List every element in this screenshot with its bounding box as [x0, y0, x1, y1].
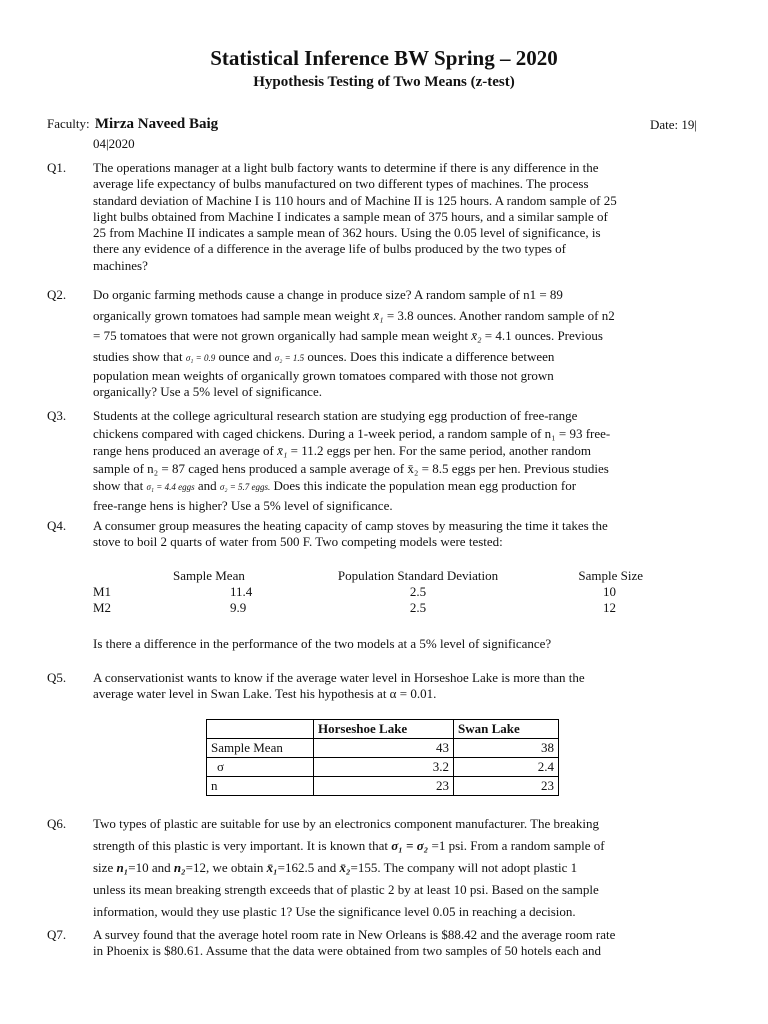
- lake-table: [206, 719, 559, 796]
- q2-line: studies show that σ₁ = 0.9 ounce and σ₂ = 1.5 ounces. Does this indicate a difference between: [93, 348, 555, 364]
- column-header: Sample Size: [578, 568, 643, 583]
- q1-line: light bulbs obtained from Machine I indicates a sample mean of 375 hours, and a similar sample of: [93, 208, 608, 224]
- sigma-1-value: σ₁ = 4.4 eggs: [146, 482, 195, 493]
- question-4: [47, 518, 717, 551]
- q1-line: 25 from Machine II indicates a sample mean of 362 hours. Using the 0.05 level of significance, is: [93, 225, 601, 241]
- q7-line: in Phoenix is $80.61. Assume that the data were obtained from two samples of 50 hotels each and: [93, 943, 601, 959]
- q6-line: strength of this plastic is very important. It is known that σ₁ = σ₂ =1 psi. From a random sample of: [93, 838, 605, 853]
- column-header: Horseshoe Lake: [314, 720, 454, 739]
- q3-line: Students at the college agricultural research station are studying egg production of free-range: [93, 408, 578, 423]
- q2-line: = 75 tomatoes that were not grown organically had sample mean weight x̄₂ = 4.1 ounces. Previous: [93, 328, 603, 343]
- question-number: Q3.: [47, 408, 67, 423]
- q3-line: free-range hens is higher? Use a 5% level of significance.: [93, 497, 393, 513]
- faculty-label: Faculty:: [47, 116, 90, 131]
- question-number: Q1.: [47, 160, 67, 175]
- document-title: Statistical Inference BW Spring – 2020: [210, 46, 558, 70]
- question-7: [47, 927, 717, 960]
- table-row: M2 9.9 2.5 12: [93, 600, 616, 615]
- question-6: [47, 813, 717, 923]
- q7-line: A survey found that the average hotel room rate in New Orleans is $88.42 and the average room rate: [93, 927, 616, 942]
- x-bar-2-symbol: x̄₂: [339, 860, 351, 875]
- x-bar-2-symbol: x̄₂: [471, 328, 482, 343]
- faculty-name: Mirza Naveed Baig: [94, 116, 219, 132]
- stove-table: [93, 568, 643, 616]
- question-number: Q5.: [47, 670, 67, 685]
- question-number: Q6.: [47, 816, 67, 831]
- column-header: Population Standard Deviation: [337, 568, 499, 583]
- question-number: Q4.: [47, 518, 67, 533]
- q6-line: information, would they use plastic 1? Use the significance level 0.05 in reaching a decision.: [93, 904, 576, 919]
- q1-line: average life expectancy of bulbs manufactured on two different types of machines. The process: [93, 176, 589, 192]
- document-subtitle: Hypothesis Testing of Two Means (z-test): [253, 74, 515, 90]
- q5-line: A conservationist wants to know if the average water level in Horseshoe Lake is more than the: [93, 670, 585, 685]
- q4-question: Is there a difference in the performance of the two models at a 5% level of significance?: [93, 636, 552, 651]
- q2-line: organically? Use a 5% level of significance.: [93, 384, 322, 399]
- q6-line: unless its mean breaking strength exceeds that of plastic 2 by at least 10 psi. Based on the sample: [93, 882, 599, 897]
- q5-line: average water level in Swan Lake. Test his hypothesis at α = 0.01.: [93, 686, 437, 702]
- table-header-row: [207, 720, 559, 739]
- question-3: [47, 407, 717, 515]
- x-bar-1-symbol: x̄₁: [373, 307, 384, 323]
- q1-line: there any evidence of a difference in the average life of bulbs produced by the two types of: [93, 241, 566, 257]
- question-1: [47, 160, 717, 274]
- question-2: [47, 285, 717, 400]
- q2-line: organically grown tomatoes had sample mean weight x̄₁ = 3.8 ounces. Another random sample of n2: [93, 307, 615, 323]
- question-number: Q7.: [47, 927, 67, 942]
- table-header-row: [93, 568, 643, 584]
- sigma-1-value: σ₁ = 0.9: [185, 352, 216, 363]
- question-4-prompt: [47, 636, 717, 652]
- q6-line: Two types of plastic are suitable for use by an electronics component manufacturer. The breaking: [93, 816, 600, 831]
- table-row: Sample Mean 43 38: [207, 739, 559, 758]
- column-header: Sample Mean: [173, 568, 245, 583]
- q1-line: standard deviation of Machine I is 110 hours and of Machine II is 125 hours. A random sample of 25: [93, 192, 617, 208]
- table-row: M1 11.4 2.5 10: [93, 584, 616, 599]
- q4-line: stove to boil 2 quarts of water from 500 F. Two competing models were tested:: [93, 534, 503, 550]
- q3-line: sample of n₂ = 87 caged hens produced a sample average of x̄₂ = 8.5 eggs per hen. Previous studies: [93, 460, 609, 476]
- q4-line: A consumer group measures the heating capacity of camp stoves by measuring the time it takes the: [93, 518, 608, 533]
- sigma-2-value: σ₂ = 5.7 eggs.: [219, 482, 271, 493]
- n2-symbol: n₂: [173, 860, 186, 875]
- sigma-2-value: σ₂ = 1.5: [274, 352, 305, 363]
- q3-line: chickens compared with caged chickens. During a 1-week period, a random sample of n₁ = 93 free-: [93, 425, 611, 441]
- q3-line: show that σ₁ = 4.4 eggs and σ₂ = 5.7 eggs. Does this indicate the population mean egg production for: [93, 478, 577, 494]
- q2-line: Do organic farming methods cause a change in produce size? A random sample of n1 = 89: [93, 287, 563, 302]
- x-bar-1-symbol: x̄₁: [266, 860, 278, 875]
- table-row: σ 3.2 2.4: [207, 758, 559, 777]
- n1-symbol: n₁: [116, 860, 129, 875]
- date-label: Date: 19|: [650, 117, 698, 132]
- table-row: n 23 23: [207, 777, 559, 796]
- faculty-line: [47, 116, 218, 133]
- x-bar-1-symbol: x̄₁: [277, 443, 288, 459]
- sigma-equality: σ₁ = σ₂: [391, 838, 429, 853]
- q1-line: The operations manager at a light bulb factory wants to determine if there is any difference in the: [93, 160, 599, 175]
- column-header: Swan Lake: [454, 720, 559, 739]
- question-number: Q2.: [47, 287, 67, 302]
- q2-line: population mean weights of organically grown tomatoes compared with those not grown: [93, 368, 554, 383]
- q1-line: machines?: [93, 257, 148, 273]
- question-5: [47, 670, 717, 703]
- q3-line: range hens produced an average of x̄₁ = 11.2 eggs per hen. For the same period, another random: [93, 443, 591, 459]
- q6-line: size n₁=10 and n₂=12, we obtain x̄₁=162.5 and x̄₂=155. The company will not adopt plastic 1: [93, 860, 578, 875]
- date-continuation: 04|2020: [93, 136, 135, 151]
